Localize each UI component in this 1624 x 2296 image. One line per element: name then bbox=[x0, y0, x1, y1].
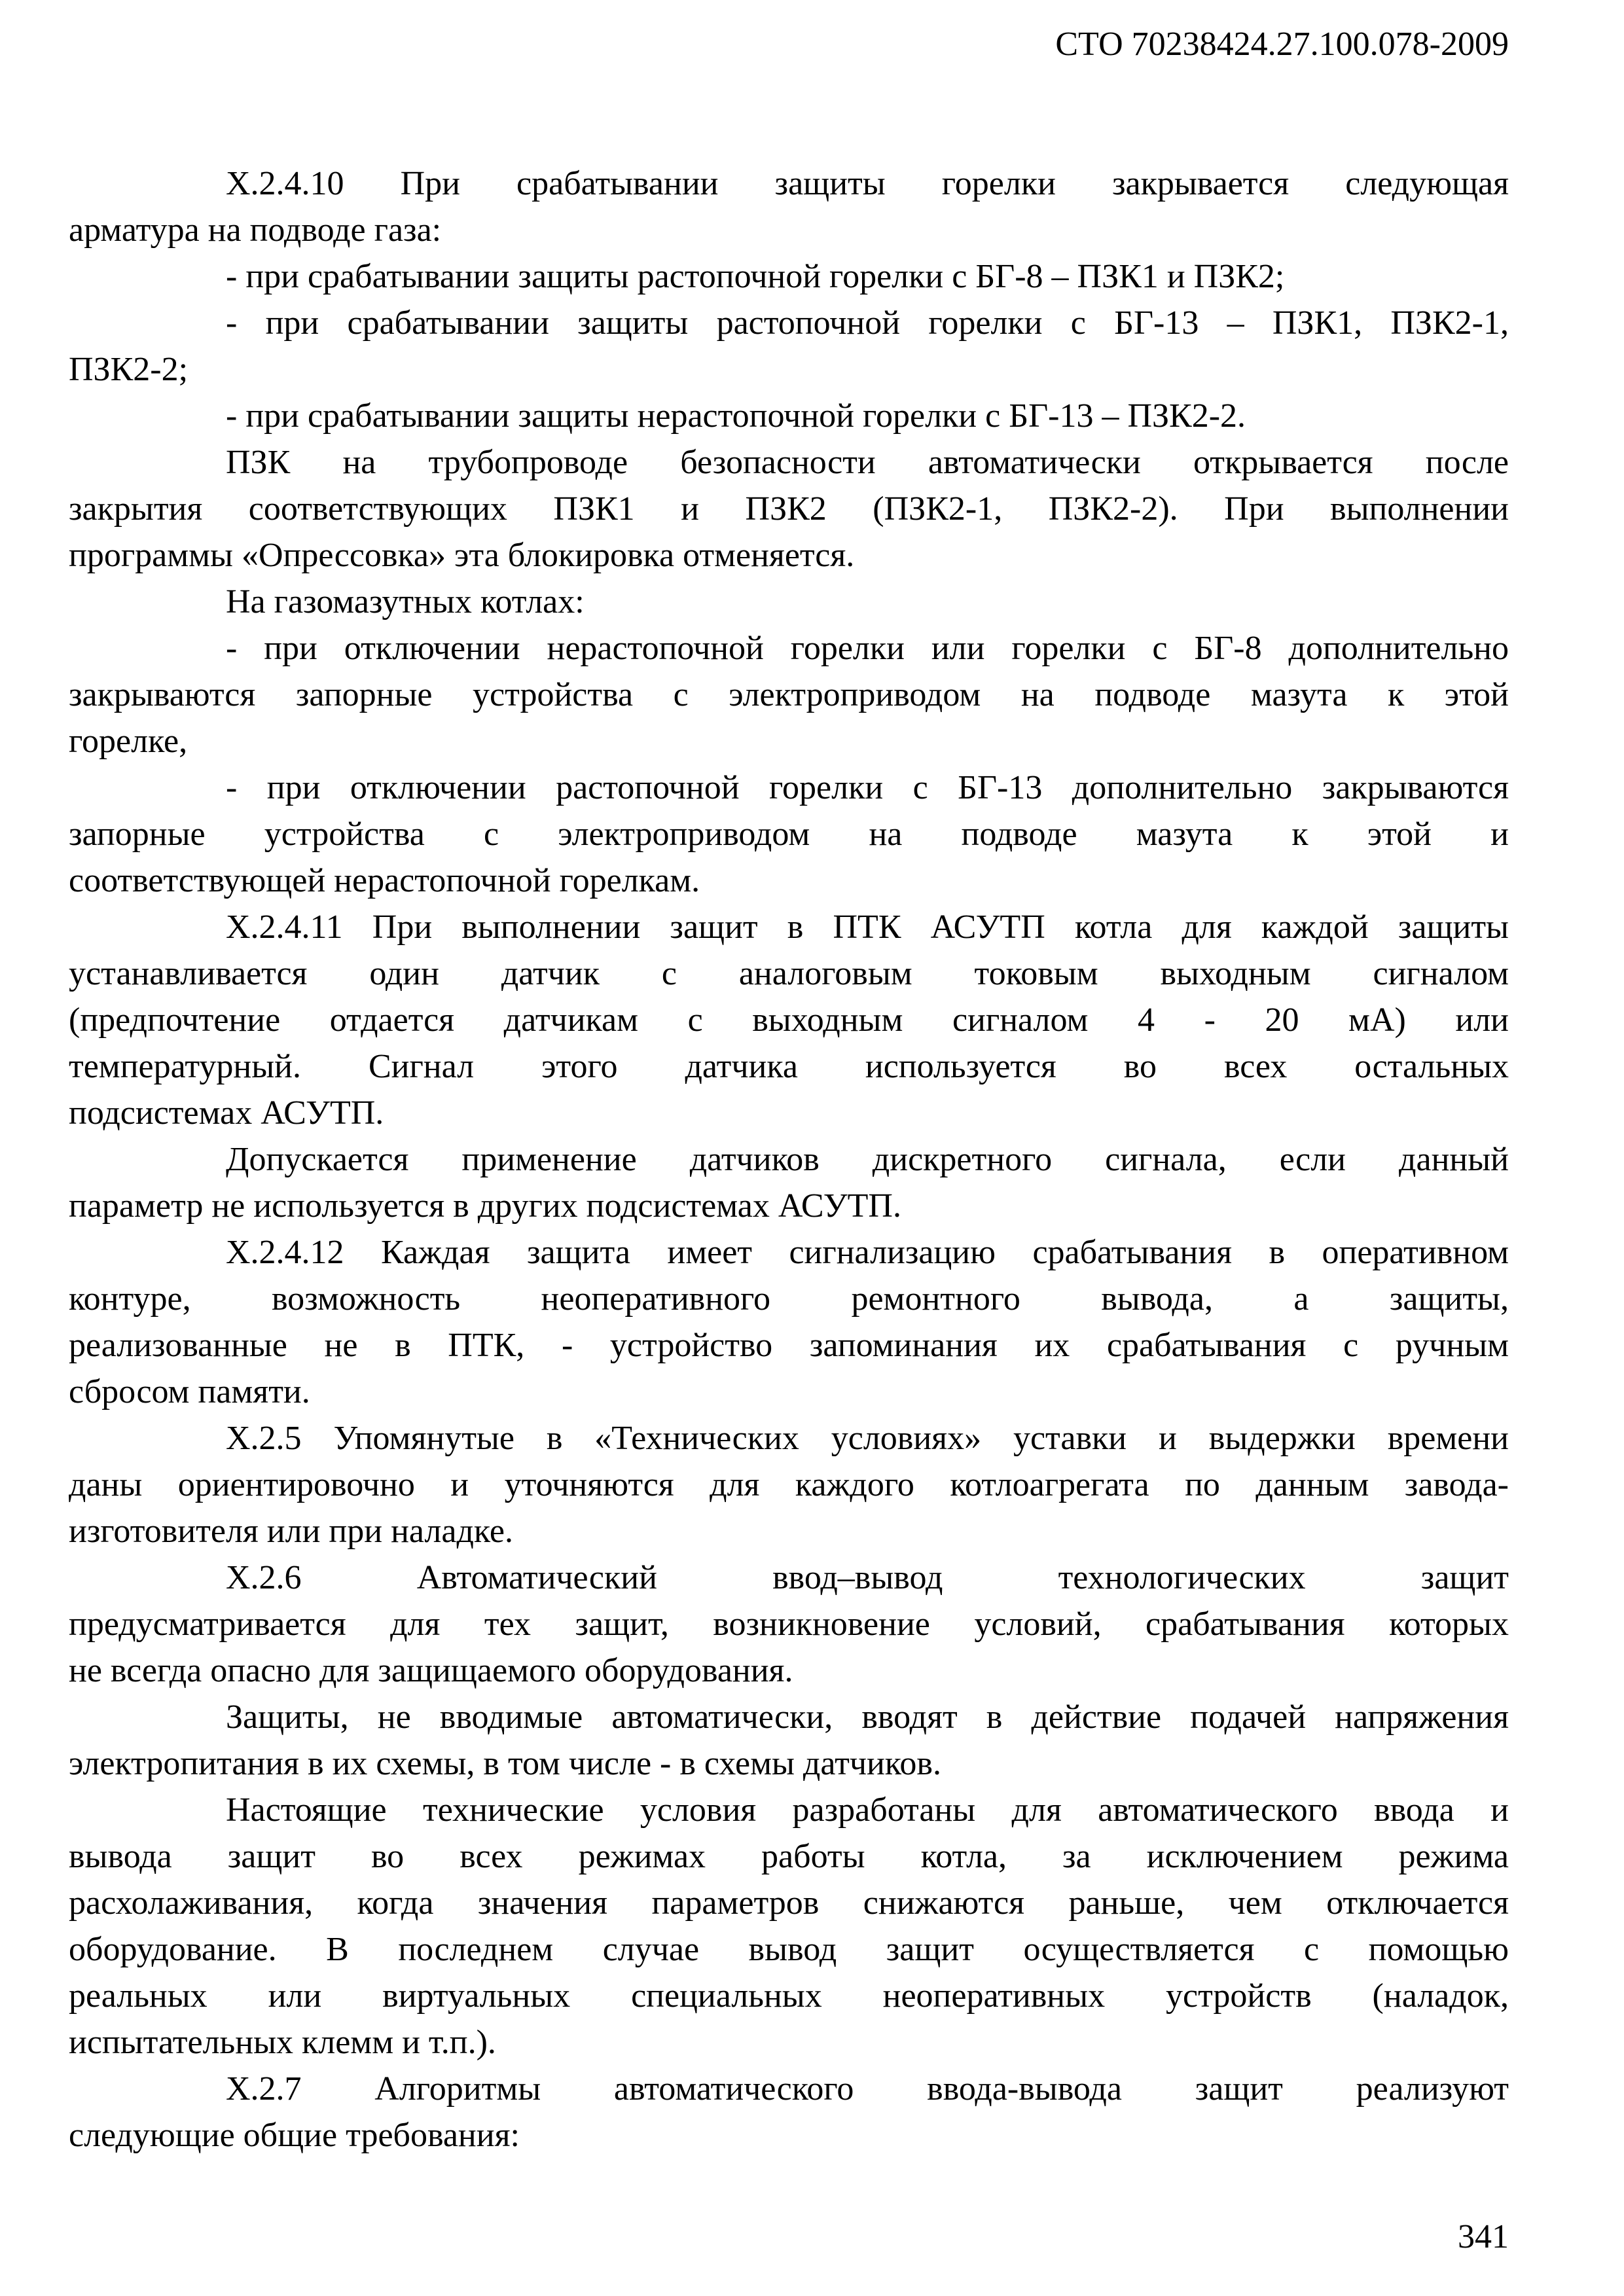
document-body bbox=[69, 160, 1509, 2159]
paragraph bbox=[69, 1136, 1509, 1229]
text-line: - при отключении растопочной горелки с БГ-13 дополнительно закрываются bbox=[226, 769, 1509, 806]
text-line: предусматривается для тех защит, возникновение условий, срабатывания которых bbox=[69, 1605, 1509, 1643]
paragraph bbox=[69, 300, 1509, 393]
text-line: контуре, возможность неоперативного ремонтного вывода, а защиты, bbox=[69, 1280, 1509, 1318]
text-line: Настоящие технические условия разработаны для автоматического ввода и bbox=[226, 1791, 1509, 1829]
paragraph bbox=[69, 253, 1509, 300]
text-line: не всегда опасно для защищаемого оборудования. bbox=[69, 1652, 793, 1689]
paragraph bbox=[69, 1787, 1509, 2066]
text-line: - при срабатывании защиты растопочной горелки с БГ-8 – ПЗК1 и ПЗК2; bbox=[226, 258, 1285, 295]
paragraph bbox=[69, 1229, 1509, 1415]
text-line: даны ориентировочно и уточняются для каждого котлоагрегата по данным завода- bbox=[69, 1466, 1509, 1503]
text-line: устанавливается один датчик с аналоговым токовым выходным сигналом bbox=[69, 955, 1509, 992]
text-line: (предпочтение отдается датчикам с выходным сигналом 4 - 20 мА) или bbox=[69, 1001, 1509, 1039]
text-line: испытательных клемм и т.п.). bbox=[69, 2024, 496, 2061]
text-line: Х.2.6 Автоматический ввод–вывод технологических защит bbox=[226, 1559, 1509, 1596]
text-line: ПЗК2-2; bbox=[69, 351, 189, 388]
paragraph bbox=[69, 1415, 1509, 1554]
text-line: закрываются запорные устройства с электроприводом на подводе мазута к этой bbox=[69, 676, 1509, 713]
text-line: арматура на подводе газа: bbox=[69, 211, 442, 249]
paragraph bbox=[69, 764, 1509, 904]
text-line: параметр не используется в других подсистемах АСУТП. bbox=[69, 1187, 901, 1225]
paragraph bbox=[69, 904, 1509, 1136]
text-line: ПЗК на трубопроводе безопасности автоматически открывается после bbox=[226, 444, 1509, 481]
text-line: - при срабатывании защиты растопочной горелки с БГ-13 – ПЗК1, ПЗК2-1, bbox=[226, 304, 1509, 342]
text-line: запорные устройства с электроприводом на подводе мазута к этой и bbox=[69, 816, 1509, 853]
text-line: вывода защит во всех режимах работы котла, за исключением режима bbox=[69, 1838, 1509, 1875]
text-line: электропитания в их схемы, в том числе - в схемы датчиков. bbox=[69, 1745, 941, 1782]
text-line: реальных или виртуальных специальных неоперативных устройств (наладок, bbox=[69, 1977, 1509, 2015]
paragraph bbox=[69, 1694, 1509, 1787]
text-line: Х.2.4.11 При выполнении защит в ПТК АСУТП котла для каждой защиты bbox=[226, 908, 1509, 946]
paragraph bbox=[69, 2066, 1509, 2159]
text-line: - при отключении нерастопочной горелки или горелки с БГ-8 дополнительно bbox=[226, 630, 1509, 667]
text-line: сбросом памяти. bbox=[69, 1373, 310, 1410]
text-line: следующие общие требования: bbox=[69, 2117, 520, 2154]
text-line: Х.2.7 Алгоритмы автоматического ввода-вывода защит реализуют bbox=[226, 2070, 1509, 2108]
text-line: реализованные не в ПТК, - устройство запоминания их срабатывания с ручным bbox=[69, 1327, 1509, 1364]
text-line: Х.2.4.10 При срабатывании защиты горелки закрывается следующая bbox=[226, 165, 1509, 202]
text-line: Защиты, не вводимые автоматически, вводят в действие подачей напряжения bbox=[226, 1698, 1509, 1736]
paragraph bbox=[69, 393, 1509, 439]
paragraph bbox=[69, 1554, 1509, 1694]
paragraph bbox=[69, 579, 1509, 625]
text-line: подсистемах АСУТП. bbox=[69, 1094, 384, 1132]
text-line: соответствующей нерастопочной горелкам. bbox=[69, 862, 700, 899]
text-line: программы «Опрессовка» эта блокировка отменяется. bbox=[69, 537, 855, 574]
paragraph bbox=[69, 160, 1509, 253]
document-number-header: СТО 70238424.27.100.078-2009 bbox=[1055, 26, 1509, 63]
text-line: Допускается применение датчиков дискретного сигнала, если данный bbox=[226, 1141, 1509, 1178]
text-line: изготовителя или при наладке. bbox=[69, 1513, 513, 1550]
text-line: На газомазутных котлах: bbox=[226, 583, 585, 620]
text-line: горелке, bbox=[69, 723, 188, 760]
text-line: Х.2.4.12 Каждая защита имеет сигнализацию срабатывания в оперативном bbox=[226, 1234, 1509, 1271]
text-line: закрытия соответствующих ПЗК1 и ПЗК2 (ПЗК2-1, ПЗК2-2). При выполнении bbox=[69, 490, 1509, 528]
text-line: оборудование. В последнем случае вывод защит осуществляется с помощью bbox=[69, 1931, 1509, 1968]
text-line: Х.2.5 Упомянутые в «Технических условиях» уставки и выдержки времени bbox=[226, 1420, 1509, 1457]
page-number: 341 bbox=[1458, 2218, 1509, 2255]
paragraph bbox=[69, 625, 1509, 764]
text-line: расхолаживания, когда значения параметров снижаются раньше, чем отключается bbox=[69, 1884, 1509, 1922]
paragraph bbox=[69, 439, 1509, 579]
text-line: температурный. Сигнал этого датчика используется во всех остальных bbox=[69, 1048, 1509, 1085]
text-line: - при срабатывании защиты нерастопочной горелки с БГ-13 – ПЗК2-2. bbox=[226, 397, 1246, 435]
